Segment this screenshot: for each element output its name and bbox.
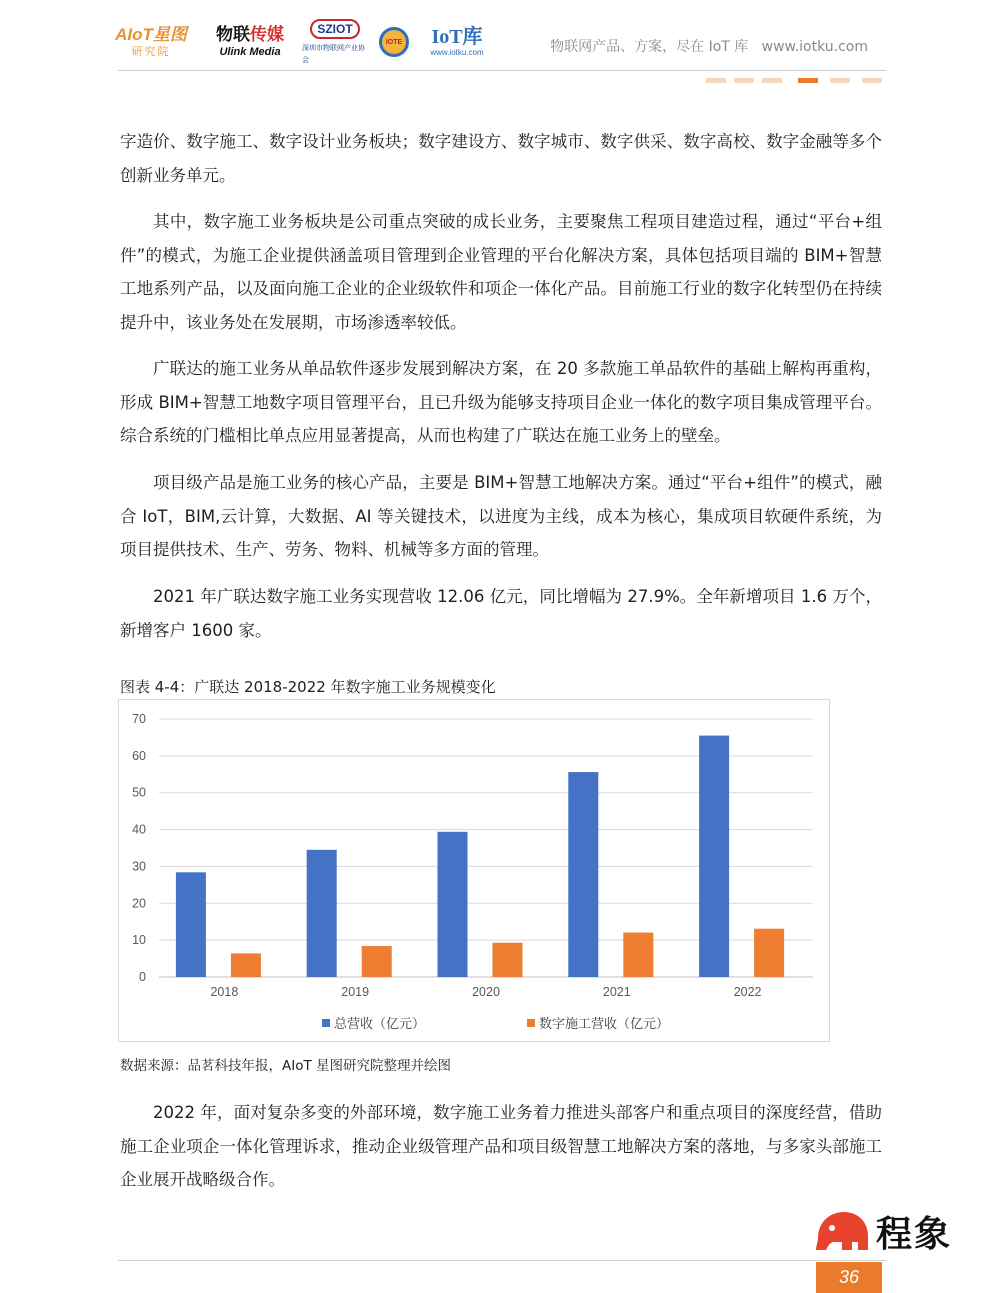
y-tick-label: 10	[132, 933, 146, 948]
header-divider	[118, 70, 886, 71]
iote-logo	[376, 22, 412, 62]
revenue-bar-chart	[118, 699, 830, 1042]
y-tick-label: 0	[139, 970, 146, 984]
aiot-logo-title: AIoT星图	[115, 25, 187, 44]
legend-swatch-total	[322, 1019, 330, 1027]
elephant-icon	[812, 1208, 870, 1254]
x-tick-label: 2018	[210, 985, 239, 999]
bar-total-revenue	[307, 850, 337, 977]
y-tick-label: 20	[132, 896, 146, 911]
legend-total-revenue	[322, 1013, 425, 1032]
header-deco-bar	[830, 78, 850, 83]
paragraph-business-units: 字造价、数字施工、数字设计业务板块；数字建设方、数字城市、数字供采、数字高校、数字金融等多个创新业务单元。	[120, 132, 882, 185]
aiot-logo	[112, 22, 190, 62]
bar-total-revenue	[176, 872, 206, 977]
y-tick-label: 50	[132, 785, 146, 800]
paragraph-2021-revenue: 2021 年广联达数字施工业务实现营收 12.06 亿元，同比增幅为 27.9%。全年新增项目 1.6 万个，新增客户 1600 家。	[120, 587, 882, 640]
header-deco-bar	[734, 78, 754, 83]
ulink-logo-title-a: 物联	[216, 25, 250, 45]
x-tick-label: 2019	[341, 985, 370, 999]
header-deco-bar	[706, 78, 726, 83]
legend-label-total: 总营收（亿元）	[334, 1017, 426, 1032]
iotku-logo-url: www.iotku.com	[430, 48, 484, 57]
x-tick-label: 2022	[733, 985, 762, 999]
sziot-logo-subtitle: 深圳市物联网产业协会	[302, 43, 365, 64]
y-tick-label: 30	[132, 859, 146, 874]
x-tick-label: 2020	[472, 985, 500, 999]
paragraph-2022-strategy: 2022 年，面对复杂多变的外部环境，数字施工业务着力推进头部客户和重点项目的深度经营，借助施工企业项企一体化管理诉求，推动企业级管理产品和项目级智慧工地解决方案的落地，与多家头部施工企业展开战略级合作。	[120, 1103, 882, 1189]
y-tick-label: 40	[132, 822, 146, 837]
iote-badge: IOTE	[379, 27, 409, 57]
bar-total-revenue	[568, 772, 598, 977]
page-header	[0, 0, 1000, 100]
figure-caption: 图表 4-4：广联达 2018-2022 年数字施工业务规模变化	[120, 678, 496, 696]
legend-swatch-digital	[527, 1019, 535, 1027]
chart-canvas	[119, 700, 831, 1043]
bar-total-revenue	[438, 832, 468, 977]
paragraph-digital-construction: 其中，数字施工业务板块是公司重点突破的成长业务，主要聚焦工程项目建造过程，通过“平台+组件”的模式，为施工企业提供涵盖项目管理到企业管理的平台化解决方案，具体包括项目端的 BIM+智慧工地系列产品，以及面向施工企业的企业级软件和项企一体化产品。目前施工行业的数字化转型仍在持续提升中，该业务处在发展期，市场渗透率较低。	[120, 212, 882, 332]
ulink-logo-title	[216, 25, 284, 45]
iotku-logo	[424, 22, 490, 62]
legend-label-digital: 数字施工营收（亿元）	[539, 1017, 670, 1032]
header-deco-bar-active	[798, 78, 818, 83]
ulink-logo-subtitle: Ulink Media	[219, 46, 281, 58]
y-tick-label: 70	[132, 712, 146, 726]
iotku-logo-title: IoT库	[431, 26, 483, 48]
watermark-text: 程象	[876, 1213, 953, 1255]
bar-digital-construction-revenue	[231, 953, 261, 977]
header-deco-bar	[762, 78, 782, 83]
sziot-logo	[302, 22, 368, 62]
chengxiang-watermark	[812, 1206, 952, 1256]
bar-digital-construction-revenue	[362, 946, 392, 977]
footer-divider	[118, 1260, 886, 1261]
data-source-note: 数据来源：品茗科技年报，AIoT 星图研究院整理并绘图	[120, 1058, 452, 1074]
ulink-logo-title-b: 传媒	[250, 25, 284, 45]
aiot-logo-subtitle: 研究院	[131, 45, 171, 58]
paragraph-core-products: 项目级产品是施工业务的核心产品，主要是 BIM+智慧工地解决方案。通过“平台+组件”的模式，融合 IoT，BIM,云计算，大数据、AI 等关键技术，以进度为主线，成本为核心，集成项目软硬件系统，为项目提供技术、生产、劳务、物料、机械等多方面的管理。	[120, 473, 882, 559]
header-tagline: 物联网产品、方案，尽在 IoT 库 www.iotku.com	[550, 39, 868, 55]
header-deco-bar	[862, 78, 882, 83]
bar-digital-construction-revenue	[754, 929, 784, 977]
sziot-logo-title: SZIOT	[310, 19, 359, 39]
legend-digital-construction-revenue	[527, 1013, 669, 1032]
y-tick-label: 60	[132, 748, 146, 763]
bar-digital-construction-revenue	[493, 943, 523, 977]
bar-digital-construction-revenue	[623, 933, 653, 977]
x-tick-label: 2021	[602, 985, 631, 999]
paragraph-solution-evolution: 广联达的施工业务从单品软件逐步发展到解决方案，在 20 多款施工单品软件的基础上解构再重构，形成 BIM+智慧工地数字项目管理平台，且已升级为能够支持项目企业一体化的数字项目集成管理平台。综合系统的门槛相比单点应用显著提高，从而也构建了广联达在施工业务上的壁垒。	[120, 359, 882, 445]
page-number: 36	[816, 1262, 882, 1293]
bar-total-revenue	[699, 736, 729, 977]
ulink-media-logo	[210, 22, 290, 62]
